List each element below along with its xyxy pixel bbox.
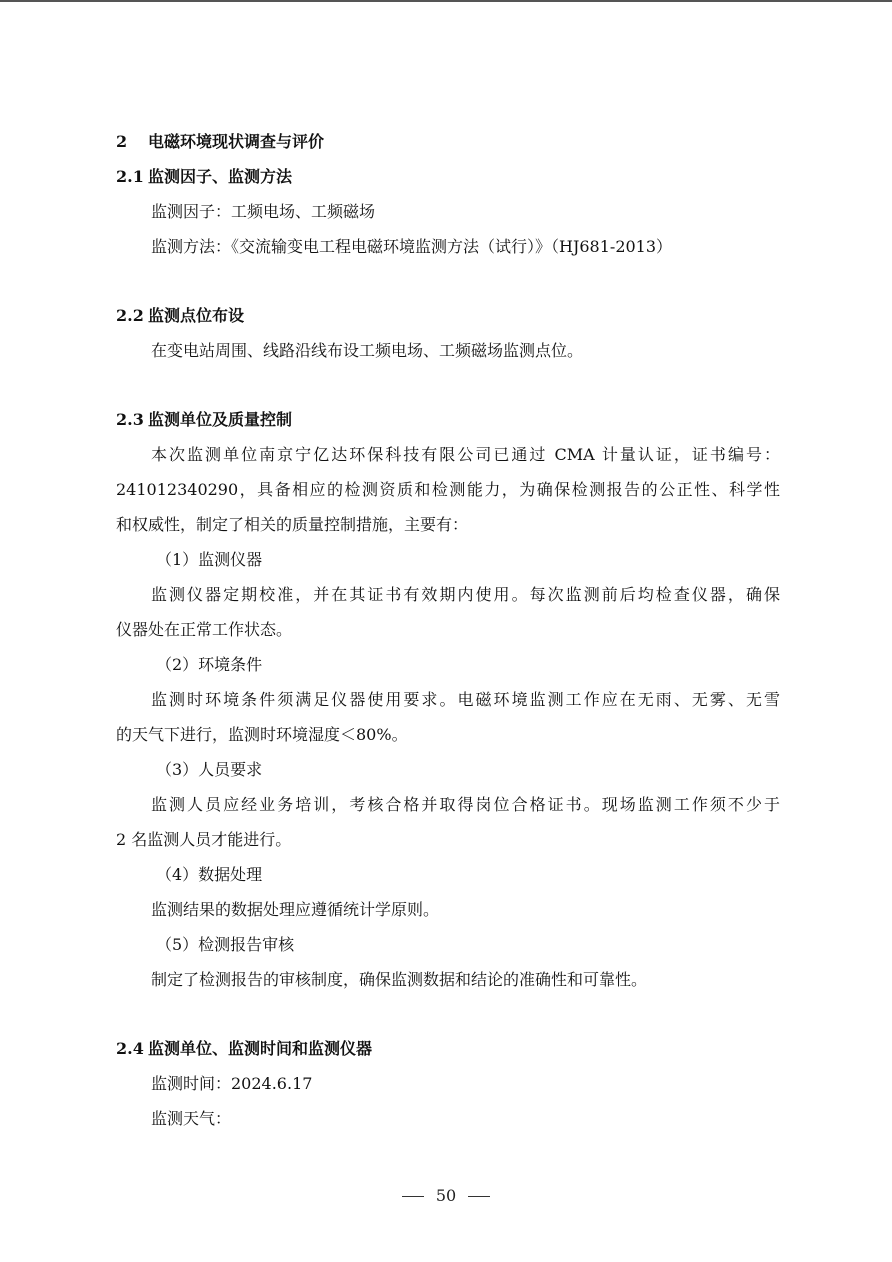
intro-line-1: 本次监测单位南京宁亿达环保科技有限公司已通过 CMA 计量认证，证书编号： — [151, 445, 780, 464]
section-number: 2 — [116, 132, 128, 151]
item-1-line-2: 仪器处在正常工作状态。 — [116, 620, 293, 639]
item-3-line-2: 2 名监测人员才能进行。 — [116, 830, 292, 849]
item-3-line-1: 监测人员应经业务培训，考核合格并取得岗位合格证书。现场监测工作须不少于 — [151, 795, 780, 814]
item-2-title: （2）环境条件 — [156, 655, 263, 674]
item-1-line-1: 监测仪器定期校准，并在其证书有效期内使用。每次监测前后均检查仪器，确保 — [151, 585, 780, 604]
spacer — [116, 368, 780, 402]
item-2-line-1: 监测时环境条件须满足仪器使用要求。电磁环境监测工作应在无雨、无雾、无雪 — [151, 690, 780, 709]
item-1-title: （1）监测仪器 — [156, 550, 263, 569]
spacer — [116, 997, 780, 1031]
section-number: 2.4 — [116, 1039, 144, 1058]
section-2-heading — [116, 124, 780, 159]
item-4-line-1: 监测结果的数据处理应遵循统计学原则。 — [151, 900, 440, 919]
intro-line-2: 241012340290，具备相应的检测资质和检测能力，为确保检测报告的公正性、科学性 — [116, 480, 780, 499]
page-number: 50 — [435, 1186, 457, 1205]
intro-line-3: 和权威性，制定了相关的质量控制措施，主要有： — [116, 515, 469, 534]
item-2-line-2: 的天气下进行，监测时环境湿度＜80%。 — [116, 725, 408, 744]
dash-right — [468, 1196, 490, 1197]
monitoring-method: 监测方法：《交流输变电工程电磁环境监测方法（试行）》（HJ681-2013） — [151, 237, 673, 256]
section-title: 监测单位、监测时间和监测仪器 — [148, 1039, 373, 1058]
section-number: 2.3 — [116, 410, 144, 429]
page-footer — [0, 1184, 892, 1208]
section-2-1-heading — [116, 159, 780, 194]
section-2-3-heading — [116, 402, 780, 437]
section-2-2-heading — [116, 298, 780, 333]
monitoring-weather: 监测天气： — [151, 1109, 232, 1128]
item-5-title: （5）检测报告审核 — [156, 935, 295, 954]
section-title: 监测单位及质量控制 — [148, 410, 293, 429]
document-body — [116, 124, 780, 1136]
section-title: 监测因子、监测方法 — [148, 167, 293, 186]
spacer — [116, 264, 780, 298]
section-2-4-heading — [116, 1031, 780, 1066]
monitoring-points-text: 在变电站周围、线路沿线布设工频电场、工频磁场监测点位。 — [151, 341, 584, 360]
item-5-line-1: 制定了检测报告的审核制度，确保监测数据和结论的准确性和可靠性。 — [151, 970, 648, 989]
monitoring-time: 监测时间：2024.6.17 — [151, 1074, 313, 1093]
monitoring-factor: 监测因子：工频电场、工频磁场 — [151, 202, 376, 221]
item-3-title: （3）人员要求 — [156, 760, 263, 779]
dash-left — [402, 1196, 424, 1197]
section-title: 监测点位布设 — [148, 306, 245, 325]
item-4-title: （4）数据处理 — [156, 865, 263, 884]
section-number: 2.2 — [116, 306, 144, 325]
section-title: 电磁环境现状调查与评价 — [148, 132, 325, 151]
section-number: 2.1 — [116, 167, 144, 186]
top-border-line — [0, 0, 892, 2]
